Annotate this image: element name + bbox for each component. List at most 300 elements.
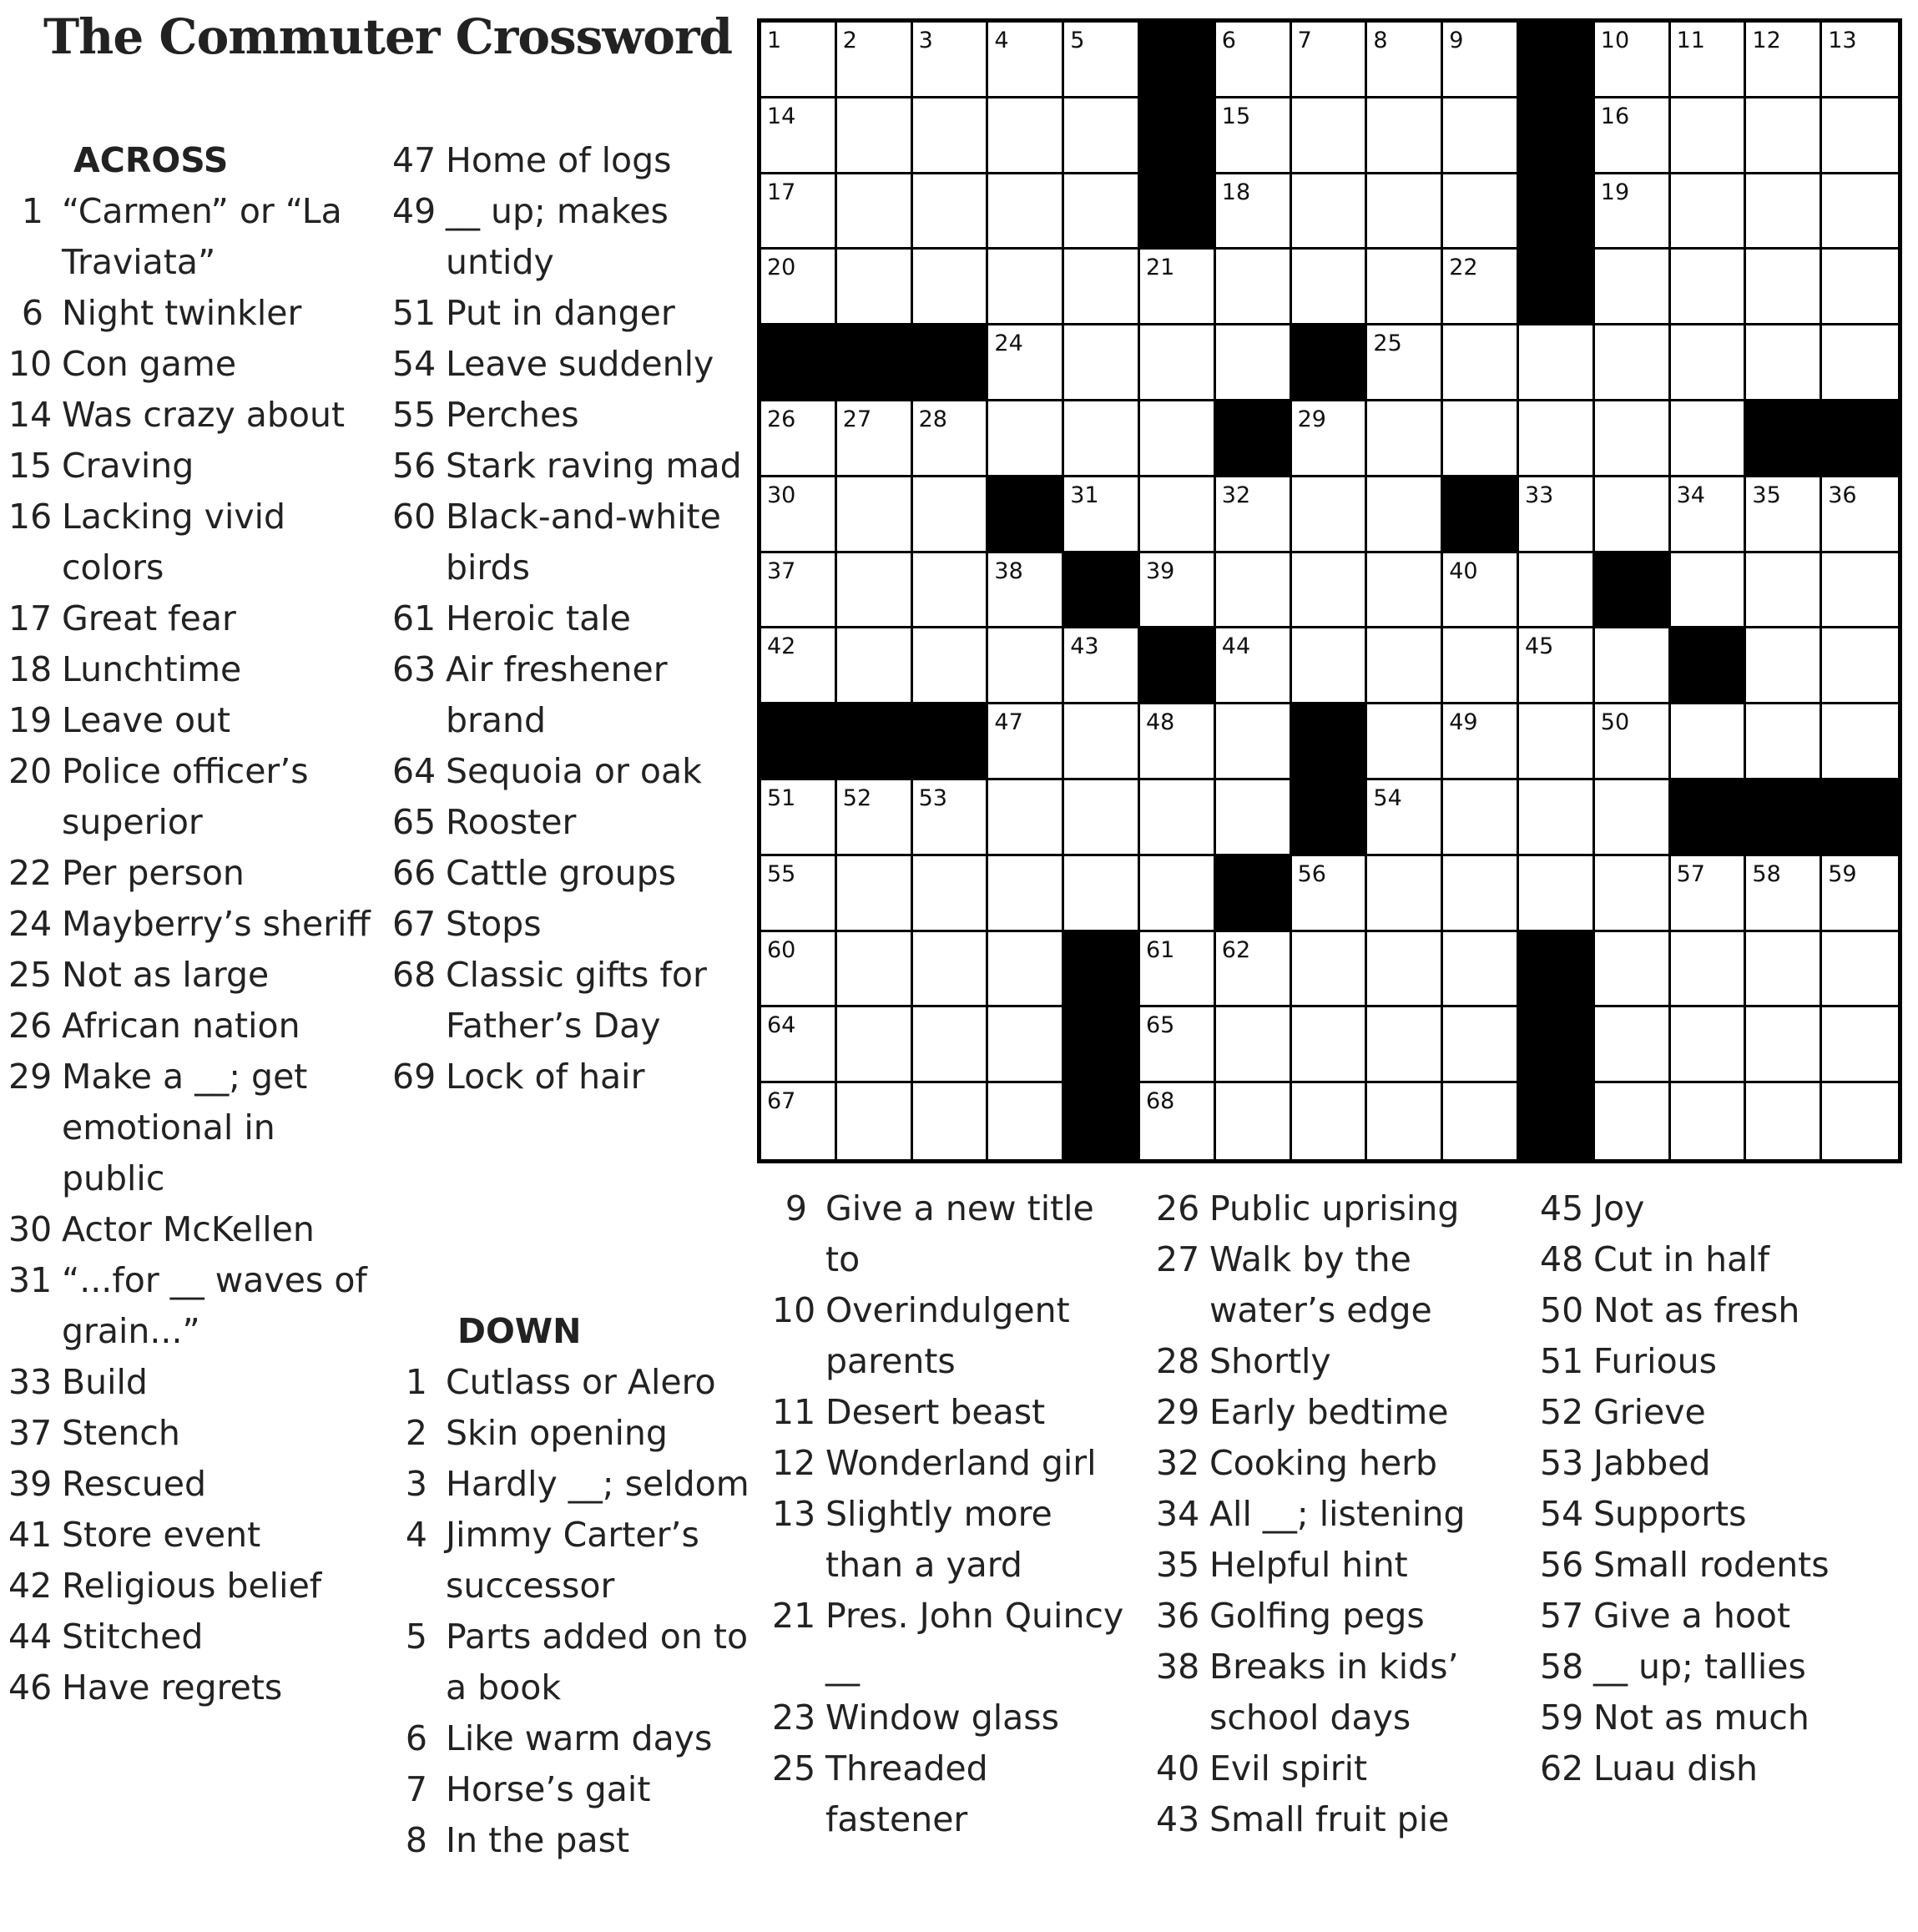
grid-cell[interactable] — [1064, 174, 1140, 250]
cell-number: 30 — [767, 482, 796, 508]
black-square — [1595, 553, 1671, 629]
grid-cell[interactable] — [1595, 780, 1671, 856]
grid-cell[interactable] — [1064, 780, 1140, 856]
grid-cell[interactable] — [1216, 704, 1292, 780]
clue-number: 21 — [772, 1596, 816, 1636]
grid-cell[interactable] — [1140, 1007, 1216, 1083]
clue-number: 12 — [772, 1443, 816, 1483]
grid-cell[interactable] — [1443, 856, 1519, 932]
grid-cell[interactable] — [1216, 932, 1292, 1008]
grid-cell[interactable] — [913, 98, 989, 174]
black-square — [1140, 98, 1216, 174]
clue-number: 42 — [8, 1566, 53, 1606]
clue — [8, 441, 376, 492]
grid-cell[interactable] — [1443, 401, 1519, 477]
clue — [1540, 1743, 1907, 1794]
clue-text: Lunchtime — [62, 649, 242, 689]
clue-text: Great fear — [62, 598, 236, 638]
clue-number: 40 — [1156, 1748, 1200, 1788]
grid-cell[interactable] — [1064, 477, 1140, 553]
grid-cell[interactable] — [1519, 704, 1595, 780]
grid-cell[interactable] — [1367, 325, 1443, 401]
grid-cell[interactable] — [761, 553, 837, 629]
grid-cell[interactable] — [1822, 250, 1898, 325]
clue — [1156, 1438, 1515, 1489]
grid-cell[interactable] — [761, 98, 837, 174]
grid-cell[interactable] — [1292, 477, 1368, 553]
grid-cell[interactable] — [1292, 401, 1368, 477]
cell-number: 40 — [1449, 557, 1478, 584]
grid-cell[interactable] — [913, 856, 989, 932]
grid-cell[interactable] — [1292, 628, 1368, 704]
grid-cell[interactable] — [1064, 23, 1140, 98]
grid-cell[interactable] — [837, 401, 913, 477]
grid-cell[interactable] — [1140, 477, 1216, 553]
grid-cell[interactable] — [761, 23, 837, 98]
grid-cell[interactable] — [1216, 628, 1292, 704]
grid-cell[interactable] — [1822, 628, 1898, 704]
clue-number: 2 — [405, 1413, 427, 1453]
grid-cell[interactable] — [1822, 932, 1898, 1008]
clue-text: __ up; tallies — [1593, 1647, 1806, 1687]
grid-cell[interactable] — [1671, 250, 1747, 325]
grid-cell[interactable] — [837, 477, 913, 553]
grid-cell[interactable] — [913, 780, 989, 856]
clue — [8, 848, 376, 899]
grid-cell[interactable] — [837, 856, 913, 932]
clue — [8, 593, 376, 644]
grid-cell[interactable] — [1746, 856, 1822, 932]
clue-number: 34 — [1156, 1494, 1200, 1534]
cell-number: 52 — [842, 785, 872, 811]
grid-cell[interactable] — [988, 932, 1064, 1008]
clue-text: Mayberry’s sheriff — [62, 904, 371, 944]
grid-cell[interactable] — [1519, 477, 1595, 553]
grid-cell[interactable] — [913, 477, 989, 553]
grid-cell[interactable] — [1367, 250, 1443, 325]
grid-cell[interactable] — [837, 23, 913, 98]
grid-cell[interactable] — [1746, 174, 1822, 250]
clue-number: 43 — [1156, 1799, 1200, 1839]
grid-cell[interactable] — [988, 174, 1064, 250]
grid-cell[interactable] — [1292, 553, 1368, 629]
clue — [392, 288, 751, 339]
across-clues-column-1 — [8, 135, 376, 1713]
grid-cell[interactable] — [1443, 174, 1519, 250]
grid-cell[interactable] — [913, 932, 989, 1008]
grid-cell[interactable] — [1216, 174, 1292, 250]
grid-cell[interactable] — [1140, 250, 1216, 325]
clue — [8, 1510, 376, 1561]
cell-number: 9 — [1449, 28, 1464, 53]
grid-cell[interactable] — [1443, 23, 1519, 98]
grid-cell[interactable] — [1292, 98, 1368, 174]
grid-cell[interactable] — [1064, 628, 1140, 704]
black-square — [761, 325, 837, 401]
grid-cell[interactable] — [1671, 856, 1747, 932]
grid-cell[interactable] — [1367, 856, 1443, 932]
grid-cell[interactable] — [1443, 98, 1519, 174]
clue-number: 18 — [8, 649, 53, 689]
grid-cell[interactable] — [988, 98, 1064, 174]
grid-cell[interactable] — [988, 704, 1064, 780]
clue-number: 63 — [392, 649, 437, 689]
clue — [392, 1408, 751, 1459]
cell-number: 59 — [1828, 860, 1857, 887]
grid-cell[interactable] — [1595, 174, 1671, 250]
grid-cell[interactable] — [988, 1083, 1064, 1159]
grid-cell[interactable] — [1671, 23, 1747, 98]
grid-cell[interactable] — [1822, 704, 1898, 780]
grid-cell[interactable] — [988, 628, 1064, 704]
grid-cell[interactable] — [1216, 780, 1292, 856]
grid-cell[interactable] — [913, 250, 989, 325]
grid-cell[interactable] — [1746, 932, 1822, 1008]
clue-number: 28 — [1156, 1341, 1200, 1381]
clue-text: Early bedtime — [1209, 1392, 1449, 1432]
grid-cell[interactable] — [913, 1083, 989, 1159]
clue — [1540, 1183, 1907, 1234]
clue-number: 53 — [1540, 1443, 1584, 1483]
clue-number: 7 — [405, 1769, 427, 1809]
clue — [8, 1612, 376, 1662]
grid-cell[interactable] — [761, 250, 837, 325]
black-square — [1822, 401, 1898, 477]
clue-text: Lacking vivid colors — [62, 497, 286, 588]
grid-cell[interactable] — [1746, 325, 1822, 401]
grid-cell[interactable] — [1292, 856, 1368, 932]
grid-cell[interactable] — [837, 250, 913, 325]
clue — [8, 1459, 376, 1510]
grid-cell[interactable] — [913, 553, 989, 629]
black-square — [1140, 628, 1216, 704]
clue-text: Build — [62, 1362, 148, 1402]
grid-cell[interactable] — [1671, 401, 1747, 477]
grid-cell[interactable] — [988, 23, 1064, 98]
grid-cell[interactable] — [913, 1007, 989, 1083]
grid-cell[interactable] — [1064, 401, 1140, 477]
clue-text: Small rodents — [1593, 1545, 1830, 1585]
grid-cell[interactable] — [1519, 856, 1595, 932]
clue — [8, 1662, 376, 1713]
grid-cell[interactable] — [1443, 1083, 1519, 1159]
clue-number: 11 — [772, 1392, 816, 1432]
grid-cell[interactable] — [988, 856, 1064, 932]
cell-number: 64 — [767, 1012, 796, 1039]
grid-cell[interactable] — [988, 250, 1064, 325]
cell-number: 8 — [1373, 28, 1388, 53]
grid-cell[interactable] — [761, 856, 837, 932]
grid-cell[interactable] — [837, 1007, 913, 1083]
grid-cell[interactable] — [1822, 856, 1898, 932]
grid-cell[interactable] — [1671, 477, 1747, 553]
grid-cell[interactable] — [1519, 401, 1595, 477]
grid-cell[interactable] — [1595, 932, 1671, 1008]
grid-cell[interactable] — [761, 628, 837, 704]
clue-number: 51 — [392, 293, 437, 333]
clue-text: Make a __; get emotional in public — [62, 1057, 308, 1198]
cell-number: 53 — [918, 785, 947, 811]
grid-cell[interactable] — [1595, 1083, 1671, 1159]
grid-cell[interactable] — [1216, 477, 1292, 553]
grid-cell[interactable] — [1671, 1007, 1747, 1083]
grid-cell[interactable] — [1746, 23, 1822, 98]
clue-text: Cutlass or Alero — [446, 1362, 716, 1402]
grid-cell[interactable] — [1822, 98, 1898, 174]
clue — [1156, 1743, 1515, 1794]
clue — [1540, 1591, 1907, 1642]
grid-cell[interactable] — [1367, 628, 1443, 704]
grid-cell[interactable] — [837, 174, 913, 250]
grid-cell[interactable] — [837, 553, 913, 629]
grid-cell[interactable] — [761, 1007, 837, 1083]
grid-cell[interactable] — [1443, 553, 1519, 629]
clue — [1540, 1642, 1907, 1692]
cell-number: 5 — [1070, 28, 1085, 53]
grid-cell[interactable] — [1367, 174, 1443, 250]
clue-number: 26 — [1156, 1188, 1200, 1228]
cell-number: 21 — [1146, 255, 1175, 281]
grid-cell[interactable] — [1064, 325, 1140, 401]
grid-cell[interactable] — [1367, 1083, 1443, 1159]
grid-cell[interactable] — [1292, 23, 1368, 98]
cell-number: 1 — [767, 28, 782, 53]
grid-cell[interactable] — [837, 98, 913, 174]
grid-cell[interactable] — [1367, 704, 1443, 780]
grid-cell[interactable] — [837, 1083, 913, 1159]
grid-cell[interactable] — [1671, 98, 1747, 174]
clue — [392, 1459, 751, 1510]
grid-cell[interactable] — [1671, 704, 1747, 780]
grid-cell[interactable] — [1671, 932, 1747, 1008]
grid-cell[interactable] — [1746, 1007, 1822, 1083]
grid-cell[interactable] — [1367, 401, 1443, 477]
grid-cell[interactable] — [988, 553, 1064, 629]
cell-number: 19 — [1600, 179, 1630, 205]
grid-cell[interactable] — [1519, 325, 1595, 401]
grid-cell[interactable] — [1292, 932, 1368, 1008]
clue-text: Breaks in kids’ school days — [1209, 1647, 1459, 1738]
grid-cell[interactable] — [761, 174, 837, 250]
grid-cell[interactable] — [1443, 780, 1519, 856]
grid-cell[interactable] — [1671, 174, 1747, 250]
clue — [772, 1183, 1131, 1285]
cell-number: 6 — [1221, 28, 1236, 53]
clue-number: 62 — [1540, 1748, 1584, 1788]
clue-number: 27 — [1156, 1239, 1200, 1279]
grid-cell[interactable] — [1746, 1083, 1822, 1159]
grid-cell[interactable] — [1822, 477, 1898, 553]
grid-cell[interactable] — [1519, 628, 1595, 704]
grid-cell[interactable] — [1746, 628, 1822, 704]
cell-number: 49 — [1449, 709, 1478, 736]
grid-cell[interactable] — [1822, 1083, 1898, 1159]
grid-cell[interactable] — [1595, 401, 1671, 477]
cell-number: 55 — [767, 860, 796, 887]
clue-number: 67 — [392, 904, 437, 944]
crossword-grid — [757, 18, 1902, 1163]
clue-text: Rooster — [446, 802, 577, 842]
grid-cell[interactable] — [988, 401, 1064, 477]
clue-text: __ up; makes untidy — [446, 191, 669, 282]
grid-cell[interactable] — [1140, 553, 1216, 629]
grid-cell[interactable] — [1746, 704, 1822, 780]
grid-cell[interactable] — [1671, 553, 1747, 629]
grid-cell[interactable] — [913, 628, 989, 704]
grid-cell[interactable] — [1746, 250, 1822, 325]
grid-cell[interactable] — [1140, 704, 1216, 780]
grid-cell[interactable] — [1064, 250, 1140, 325]
grid-cell[interactable] — [837, 932, 913, 1008]
grid-cell[interactable] — [1443, 1007, 1519, 1083]
grid-cell[interactable] — [1595, 250, 1671, 325]
grid-cell[interactable] — [988, 1007, 1064, 1083]
clue-text: Rescued — [62, 1464, 207, 1504]
grid-cell[interactable] — [1216, 1007, 1292, 1083]
grid-cell[interactable] — [761, 401, 837, 477]
grid-cell[interactable] — [1671, 1083, 1747, 1159]
grid-cell[interactable] — [913, 401, 989, 477]
clue-number: 61 — [392, 598, 437, 638]
clue-text: Horse’s gait — [446, 1769, 651, 1809]
grid-cell[interactable] — [1216, 553, 1292, 629]
clue-number: 20 — [8, 751, 53, 791]
grid-cell[interactable] — [1216, 325, 1292, 401]
clue-number: 59 — [1540, 1697, 1584, 1738]
clue-number: 51 — [1540, 1341, 1584, 1381]
clue — [1156, 1336, 1515, 1387]
black-square — [1064, 932, 1140, 1008]
grid-cell[interactable] — [1595, 628, 1671, 704]
clue — [8, 492, 376, 593]
clue-text: Stitched — [62, 1617, 204, 1657]
clue — [8, 644, 376, 695]
cell-number: 39 — [1146, 557, 1175, 584]
clue-number: 56 — [392, 446, 437, 486]
cell-number: 27 — [842, 406, 872, 432]
grid-cell[interactable] — [1443, 704, 1519, 780]
grid-cell[interactable] — [1443, 932, 1519, 1008]
clue — [392, 950, 751, 1052]
clue — [8, 1561, 376, 1612]
black-square — [1443, 477, 1519, 553]
grid-cell[interactable] — [1292, 1083, 1368, 1159]
grid-cell[interactable] — [1822, 1007, 1898, 1083]
grid-cell[interactable] — [1519, 553, 1595, 629]
clue — [1156, 1794, 1515, 1845]
grid-cell[interactable] — [1367, 98, 1443, 174]
clue-text: Police officer’s superior — [62, 751, 309, 842]
grid-cell[interactable] — [1746, 477, 1822, 553]
grid-cell[interactable] — [1822, 325, 1898, 401]
grid-cell[interactable] — [761, 477, 837, 553]
grid-cell[interactable] — [837, 780, 913, 856]
grid-cell[interactable] — [1443, 628, 1519, 704]
grid-cell[interactable] — [1367, 23, 1443, 98]
grid-cell[interactable] — [1140, 325, 1216, 401]
clue-text: Threaded fastener — [825, 1748, 988, 1839]
grid-cell[interactable] — [1367, 553, 1443, 629]
grid-cell[interactable] — [1595, 704, 1671, 780]
grid-cell[interactable] — [988, 325, 1064, 401]
grid-cell[interactable] — [1822, 23, 1898, 98]
grid-cell[interactable] — [913, 23, 989, 98]
cell-number: 16 — [1600, 103, 1630, 129]
clue-text: Overindulgent parents — [825, 1290, 1070, 1381]
grid-cell[interactable] — [1367, 780, 1443, 856]
across-clues-column-2 — [392, 135, 751, 1102]
clue-number: 24 — [8, 904, 53, 944]
grid-cell[interactable] — [1746, 553, 1822, 629]
grid-cell[interactable] — [1595, 477, 1671, 553]
black-square — [1822, 780, 1898, 856]
grid-cell[interactable] — [1595, 325, 1671, 401]
clue-text: Helpful hint — [1209, 1545, 1408, 1585]
clue-text: Parts added on to a book — [446, 1617, 749, 1708]
grid-cell[interactable] — [1140, 856, 1216, 932]
clue — [8, 288, 376, 339]
grid-cell[interactable] — [761, 1083, 837, 1159]
grid-cell[interactable] — [837, 628, 913, 704]
grid-cell[interactable] — [1367, 1007, 1443, 1083]
grid-cell[interactable] — [1519, 780, 1595, 856]
grid-cell[interactable] — [1746, 98, 1822, 174]
clue-text: Stark raving mad — [446, 446, 742, 486]
grid-cell[interactable] — [1595, 23, 1671, 98]
clue-text: Hardly __; seldom — [446, 1464, 750, 1504]
grid-cell[interactable] — [1216, 1083, 1292, 1159]
grid-cell[interactable] — [1064, 704, 1140, 780]
cell-number: 65 — [1146, 1012, 1175, 1039]
grid-cell[interactable] — [1595, 856, 1671, 932]
grid-cell[interactable] — [1671, 325, 1747, 401]
grid-cell[interactable] — [1822, 553, 1898, 629]
grid-cell[interactable] — [1595, 98, 1671, 174]
grid-cell[interactable] — [1064, 98, 1140, 174]
grid-cell[interactable] — [1216, 250, 1292, 325]
grid-cell[interactable] — [1140, 780, 1216, 856]
grid-cell[interactable] — [1216, 23, 1292, 98]
clue-text: Was crazy about — [62, 395, 346, 435]
grid-cell[interactable] — [1140, 1083, 1216, 1159]
grid-cell[interactable] — [1443, 250, 1519, 325]
down-clues-column-3 — [1156, 1183, 1515, 1845]
clue-text: Actor McKellen — [62, 1209, 315, 1249]
clue-number: 69 — [392, 1057, 437, 1097]
grid-cell[interactable] — [1595, 1007, 1671, 1083]
grid-cell[interactable] — [1367, 932, 1443, 1008]
clue-text: Not as large — [62, 955, 270, 995]
grid-cell[interactable] — [988, 780, 1064, 856]
clue-text: Black-and-white birds — [446, 497, 721, 588]
grid-cell[interactable] — [1140, 401, 1216, 477]
grid-cell[interactable] — [913, 174, 989, 250]
clue-number: 65 — [392, 802, 437, 842]
grid-cell[interactable] — [1292, 250, 1368, 325]
grid-cell[interactable] — [1443, 325, 1519, 401]
grid-cell[interactable] — [761, 780, 837, 856]
clue-number: 13 — [772, 1494, 816, 1534]
grid-cell[interactable] — [761, 932, 837, 1008]
grid-cell[interactable] — [1140, 932, 1216, 1008]
grid-cell[interactable] — [1822, 174, 1898, 250]
grid-cell[interactable] — [1292, 1007, 1368, 1083]
grid-cell[interactable] — [1064, 856, 1140, 932]
grid-cell[interactable] — [1216, 98, 1292, 174]
grid-cell[interactable] — [1292, 174, 1368, 250]
grid-cell[interactable] — [1367, 477, 1443, 553]
cell-number: 60 — [767, 936, 796, 963]
